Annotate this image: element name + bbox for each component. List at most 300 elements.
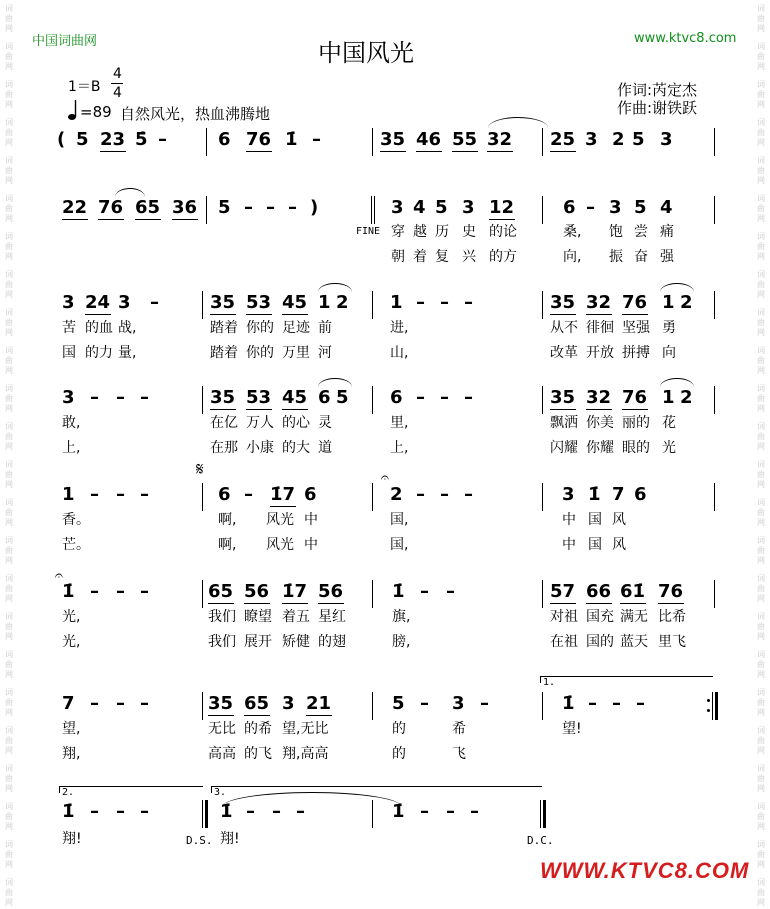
lyric-syllable: 你的	[246, 320, 274, 336]
dc-mark: D.C.	[527, 834, 554, 847]
beam-underline	[270, 506, 296, 507]
barline	[202, 386, 203, 414]
side-watermark-char: 词 曲 网	[757, 4, 765, 33]
beam-underline	[282, 603, 308, 604]
lyric-syllable: 望,	[62, 721, 81, 737]
beam-underline	[318, 603, 344, 604]
note-dash: –	[272, 801, 281, 822]
barline	[374, 196, 375, 224]
note: 1̇	[62, 801, 75, 822]
lyric-syllable: 啊,	[218, 512, 237, 528]
note-dash: –	[116, 484, 125, 505]
lyric-syllable: 比希	[658, 609, 686, 625]
note: 61̇	[620, 581, 646, 602]
lyric-syllable: 翔!	[220, 831, 240, 847]
barline	[542, 128, 543, 156]
beam-underline	[586, 603, 612, 604]
barline	[372, 386, 373, 414]
side-watermark-char: 词 曲 网	[5, 498, 13, 527]
note: 3	[62, 387, 75, 408]
composer: 作曲:谢铁跃	[617, 99, 698, 117]
note: 32	[586, 292, 612, 313]
side-watermark-char: 词 曲 网	[5, 574, 13, 603]
note-dash: –	[140, 387, 149, 408]
lyric-syllable: 飘洒	[550, 415, 578, 431]
note: 35	[210, 387, 236, 408]
lyric-syllable: 拼搏	[622, 345, 650, 361]
beam-underline	[622, 409, 648, 410]
note-dash: –	[296, 801, 305, 822]
note: 5	[632, 129, 645, 150]
lyric-syllable: 矫健	[282, 634, 310, 650]
lyric-syllable: 在亿	[210, 415, 238, 431]
lyric-syllable: 战,	[118, 320, 137, 336]
lyric-syllable: 苦	[62, 320, 76, 336]
note-dash: –	[416, 387, 425, 408]
barline	[540, 800, 541, 828]
note-dash: –	[416, 484, 425, 505]
beam-underline	[658, 603, 684, 604]
lyric-syllable: 里,	[390, 415, 409, 431]
note: 3	[585, 129, 598, 150]
lyric-syllable: 国	[588, 512, 602, 528]
lyric-syllable: 踏着	[210, 320, 238, 336]
note-dash: –	[440, 387, 449, 408]
lyric-syllable: 的心	[282, 415, 310, 431]
note-dash: –	[116, 693, 125, 714]
side-watermark-char: 词 曲 网	[5, 118, 13, 147]
side-watermark-char: 词 曲 网	[5, 688, 13, 717]
note: 1	[662, 387, 675, 408]
lyric-syllable: 的	[392, 746, 406, 762]
note-dash: –	[420, 693, 429, 714]
slur	[318, 283, 352, 292]
note: 56	[318, 581, 344, 602]
key-signature: 1＝B	[68, 79, 101, 95]
lyric-syllable: 坚强	[622, 320, 650, 336]
barline	[372, 128, 373, 156]
lyric-syllable: 里飞	[658, 634, 686, 650]
note-dash: –	[158, 129, 167, 150]
beam-underline	[550, 603, 576, 604]
side-watermark-char: 词 曲 网	[757, 232, 765, 261]
left-watermark-strip	[0, 0, 18, 909]
note: (	[57, 129, 66, 150]
side-watermark-char: 词 曲 网	[5, 878, 13, 907]
note-dash: –	[612, 693, 621, 714]
lyric-syllable: 国,	[390, 537, 409, 553]
barline	[372, 800, 373, 828]
lyric-syllable: 中	[562, 512, 576, 528]
lyric-syllable: 道	[318, 440, 332, 456]
segno-sign: 𝄋	[196, 459, 204, 480]
volta-bracket-3	[211, 786, 542, 793]
barline	[372, 692, 373, 720]
lyric-syllable: 改革	[550, 345, 578, 361]
barline	[372, 483, 373, 511]
beam-underline	[622, 314, 648, 315]
time-sig-top: 4	[113, 66, 122, 82]
note: 2	[336, 292, 349, 313]
note-dash: –	[586, 197, 595, 218]
lyric-syllable: 在祖	[550, 634, 578, 650]
lyric-syllable: 蓝天	[620, 634, 648, 650]
barline	[542, 386, 543, 414]
lyric-syllable: 踏着	[210, 345, 238, 361]
slur	[318, 378, 352, 387]
beam-underline	[586, 314, 612, 315]
lyric-syllable: 你的	[246, 345, 274, 361]
note: 5	[392, 693, 405, 714]
time-sig-line	[111, 83, 123, 84]
song-title: 中国风光	[318, 39, 414, 67]
note: 1	[662, 292, 675, 313]
lyric-syllable: 徘徊	[586, 320, 614, 336]
note-dash: –	[464, 292, 473, 313]
lyric-syllable: 满无	[620, 609, 648, 625]
note-dash: –	[244, 197, 253, 218]
lyric-syllable: 山,	[390, 345, 409, 361]
side-watermark-char: 词 曲 网	[5, 232, 13, 261]
note: 1̇	[562, 693, 575, 714]
note: 24	[85, 292, 111, 313]
beam-underline	[282, 314, 308, 315]
lyricist: 作词:芮定杰	[617, 81, 698, 99]
lyric-syllable: 万里	[282, 345, 310, 361]
barline	[542, 291, 543, 319]
barline	[714, 128, 715, 156]
lyric-syllable: 史	[462, 224, 476, 240]
side-watermark-char: 词 曲 网	[5, 270, 13, 299]
note-dash: –	[266, 197, 275, 218]
side-watermark-char: 词 曲 网	[757, 612, 765, 641]
lyric-syllable: 从不	[550, 320, 578, 336]
beam-underline	[135, 219, 161, 220]
lyric-syllable: 小康	[246, 440, 274, 456]
beam-underline	[550, 314, 576, 315]
site-url-right[interactable]: www.ktvc8.com	[634, 31, 737, 46]
lyric-syllable: 风光	[266, 537, 294, 553]
lyric-syllable: 我们	[208, 609, 236, 625]
beam-underline	[172, 219, 198, 220]
note-dash: –	[420, 801, 429, 822]
lyric-syllable: 河	[318, 345, 332, 361]
barline	[542, 483, 543, 511]
side-watermark-char: 词 曲 网	[5, 156, 13, 185]
beam-underline	[244, 603, 270, 604]
lyric-syllable: 穿	[391, 224, 405, 240]
note: 1̇	[392, 581, 405, 602]
note-dash: –	[116, 801, 125, 822]
note: 5	[76, 129, 89, 150]
note: 6	[318, 387, 331, 408]
volta-2-label: 2.	[62, 787, 75, 798]
beam-underline	[100, 151, 126, 152]
barline	[712, 692, 713, 720]
quarter-note-icon	[68, 99, 80, 125]
side-watermark-char: 词 曲 网	[5, 384, 13, 413]
barline	[542, 692, 543, 720]
note: 65	[135, 197, 161, 218]
side-watermark-char: 词 曲 网	[5, 802, 13, 831]
note-dash: –	[246, 801, 255, 822]
side-watermark-char: 词 曲 网	[757, 726, 765, 755]
fermata-sign: 𝄐	[381, 470, 389, 486]
note: 1̇	[588, 484, 601, 505]
note: 5̇	[135, 129, 148, 150]
side-watermark-char: 词 曲 网	[757, 156, 765, 185]
note: 1̇7	[270, 484, 296, 505]
lyric-syllable: 国的	[586, 634, 614, 650]
lyric-syllable: 膀,	[392, 634, 411, 650]
note: 5	[634, 197, 647, 218]
lyric-syllable: 你耀	[586, 440, 614, 456]
barline	[371, 196, 372, 224]
beam-underline	[62, 219, 88, 220]
lyric-syllable: 望,无比	[282, 721, 329, 737]
side-watermark-char: 词 曲 网	[757, 574, 765, 603]
fine-mark: FINE	[356, 226, 381, 237]
repeat-dot	[707, 699, 710, 702]
note-dash: –	[90, 693, 99, 714]
note: 6	[390, 387, 403, 408]
note: 3	[391, 197, 404, 218]
lyric-syllable: 的翅	[318, 634, 346, 650]
lyric-syllable: 对祖	[550, 609, 578, 625]
note: 1	[318, 292, 331, 313]
lyric-syllable: 国	[588, 537, 602, 553]
note: 3	[118, 292, 131, 313]
note: 1̇	[285, 129, 298, 150]
note: 65	[208, 581, 234, 602]
lyric-syllable: 的希	[244, 721, 272, 737]
lyric-syllable: 饱	[609, 224, 623, 240]
side-watermark-char: 词 曲 网	[757, 764, 765, 793]
note: 6	[304, 484, 317, 505]
side-watermark-char: 词 曲 网	[757, 42, 765, 71]
barline	[714, 483, 715, 511]
note-dash: –	[470, 801, 479, 822]
barline	[542, 196, 543, 224]
lyric-syllable: 芒。	[62, 537, 90, 553]
note: 2	[612, 129, 625, 150]
note: 23	[100, 129, 126, 150]
barline	[206, 128, 207, 156]
barline	[714, 386, 715, 414]
side-watermark-char: 词 曲 网	[757, 80, 765, 109]
beam-underline	[246, 151, 272, 152]
beam-underline	[416, 151, 442, 152]
beam-underline	[246, 314, 272, 315]
lyric-syllable: 国,	[390, 512, 409, 528]
note: 76	[246, 129, 272, 150]
time-sig-bottom: 4	[113, 85, 122, 101]
note: 6	[218, 129, 231, 150]
lyric-syllable: 中	[304, 537, 318, 553]
note: 5	[435, 197, 448, 218]
note: 53	[246, 387, 272, 408]
side-watermark-char: 词 曲 网	[5, 422, 13, 451]
repeat-dot	[707, 709, 710, 712]
note: 2	[390, 484, 403, 505]
lyric-syllable: 开放	[586, 345, 614, 361]
note: 6	[218, 484, 231, 505]
note-dash: –	[90, 484, 99, 505]
beam-underline	[550, 151, 576, 152]
note: 3	[609, 197, 622, 218]
barline	[714, 291, 715, 319]
expression-text: 自然风光，热血沸腾地	[120, 105, 271, 123]
barline	[202, 800, 203, 828]
note-dash: –	[636, 693, 645, 714]
note: 76	[622, 292, 648, 313]
note-dash: –	[140, 801, 149, 822]
beam-underline	[244, 715, 270, 716]
lyric-syllable: 中	[562, 537, 576, 553]
barline	[372, 580, 373, 608]
note: 53	[246, 292, 272, 313]
note: 4	[413, 197, 426, 218]
beam-underline	[489, 219, 515, 220]
note: 1̇7	[282, 581, 308, 602]
lyric-syllable: 的	[392, 721, 406, 737]
note: 3	[62, 292, 75, 313]
lyric-syllable: 桑,	[563, 224, 582, 240]
note-dash: –	[312, 129, 321, 150]
note-dash: –	[440, 484, 449, 505]
lyric-syllable: 的力	[85, 345, 113, 361]
site-name-left[interactable]: 中国词曲网	[32, 34, 98, 49]
lyric-syllable: 足迹	[282, 320, 310, 336]
note-dash: –	[116, 581, 125, 602]
note-dash: –	[420, 581, 429, 602]
note-dash: –	[446, 801, 455, 822]
note: 4	[660, 197, 673, 218]
beam-underline	[452, 151, 478, 152]
bottom-watermark-logo: WWW.KTVC8.COM	[540, 858, 750, 883]
side-watermark-char: 词 曲 网	[5, 840, 13, 869]
note: 3	[462, 197, 475, 218]
note: 3	[562, 484, 575, 505]
lyric-syllable: 历	[435, 224, 449, 240]
side-watermark-char: 词 曲 网	[757, 878, 765, 907]
lyric-syllable: 万人	[246, 415, 274, 431]
lyric-syllable: 中	[304, 512, 318, 528]
lyric-syllable: 向	[662, 345, 676, 361]
side-watermark-char: 词 曲 网	[5, 80, 13, 109]
note: 6	[563, 197, 576, 218]
barline	[542, 580, 543, 608]
note-dash: –	[480, 693, 489, 714]
barline	[202, 580, 203, 608]
note-dash: –	[244, 484, 253, 505]
lyric-syllable: 望!	[562, 721, 582, 737]
note: 1	[390, 292, 403, 313]
note-dash: –	[90, 801, 99, 822]
beam-underline	[210, 314, 236, 315]
lyric-syllable: 勇	[662, 320, 676, 336]
note: 6	[634, 484, 647, 505]
side-watermark-char: 词 曲 网	[757, 384, 765, 413]
note: 1	[62, 484, 75, 505]
side-watermark-char: 词 曲 网	[5, 650, 13, 679]
note: 65	[244, 693, 270, 714]
lyric-syllable: 量,	[118, 345, 137, 361]
note-dash: –	[588, 693, 597, 714]
side-watermark-char: 词 曲 网	[5, 194, 13, 223]
note: 35	[380, 129, 406, 150]
slur	[115, 188, 145, 197]
lyric-syllable: 痛	[660, 224, 674, 240]
lyric-syllable: 眼的	[622, 440, 650, 456]
lyric-syllable: 复	[435, 249, 449, 265]
note: 2	[680, 292, 693, 313]
side-watermark-char: 词 曲 网	[5, 346, 13, 375]
side-watermark-char: 词 曲 网	[757, 460, 765, 489]
lyric-syllable: 灵	[318, 415, 332, 431]
note: 46	[416, 129, 442, 150]
lyric-syllable: 光,	[62, 634, 81, 650]
volta-bracket-2	[59, 786, 203, 793]
side-watermark-char: 词 曲 网	[5, 726, 13, 755]
note: 12	[489, 197, 515, 218]
note: 1̇	[62, 581, 75, 602]
side-watermark-char: 词 曲 网	[5, 4, 13, 33]
note: 3	[660, 129, 673, 150]
note: 35	[208, 693, 234, 714]
lyric-syllable: 光	[662, 440, 676, 456]
lyric-syllable: 兴	[462, 249, 476, 265]
note: 66	[586, 581, 612, 602]
lyric-syllable: 希	[452, 721, 466, 737]
side-watermark-char: 词 曲 网	[757, 688, 765, 717]
beam-underline	[380, 151, 406, 152]
note-dash: –	[140, 484, 149, 505]
side-watermark-char: 词 曲 网	[5, 612, 13, 641]
note-dash: –	[150, 292, 159, 313]
lyric-syllable: 尝	[634, 224, 648, 240]
note-dash: –	[446, 581, 455, 602]
lyric-syllable: 强	[660, 249, 674, 265]
lyric-syllable: 振	[609, 249, 623, 265]
note: 7	[612, 484, 625, 505]
lyric-syllable: 旗,	[392, 609, 411, 625]
lyric-syllable: 无比	[208, 721, 236, 737]
note: 25	[550, 129, 576, 150]
beam-underline	[208, 715, 234, 716]
beam-underline	[246, 409, 272, 410]
side-watermark-char: 词 曲 网	[757, 802, 765, 831]
side-watermark-char: 词 曲 网	[5, 764, 13, 793]
note-dash: –	[416, 292, 425, 313]
barline	[714, 196, 715, 224]
side-watermark-char: 词 曲 网	[757, 498, 765, 527]
lyric-syllable: 的飞	[244, 746, 272, 762]
lyric-syllable: 的大	[282, 440, 310, 456]
beam-underline	[620, 603, 646, 604]
note: 45	[282, 292, 308, 313]
lyric-syllable: 翔!	[62, 831, 82, 847]
lyric-syllable: 飞	[452, 746, 466, 762]
note: 5	[336, 387, 349, 408]
volta-1-label: 1.	[543, 677, 556, 688]
beam-underline	[487, 151, 513, 152]
note: 76	[622, 387, 648, 408]
lyric-syllable: 展开	[244, 634, 272, 650]
note: 57	[550, 581, 576, 602]
barline	[714, 580, 715, 608]
lyric-syllable: 啊,	[218, 537, 237, 553]
